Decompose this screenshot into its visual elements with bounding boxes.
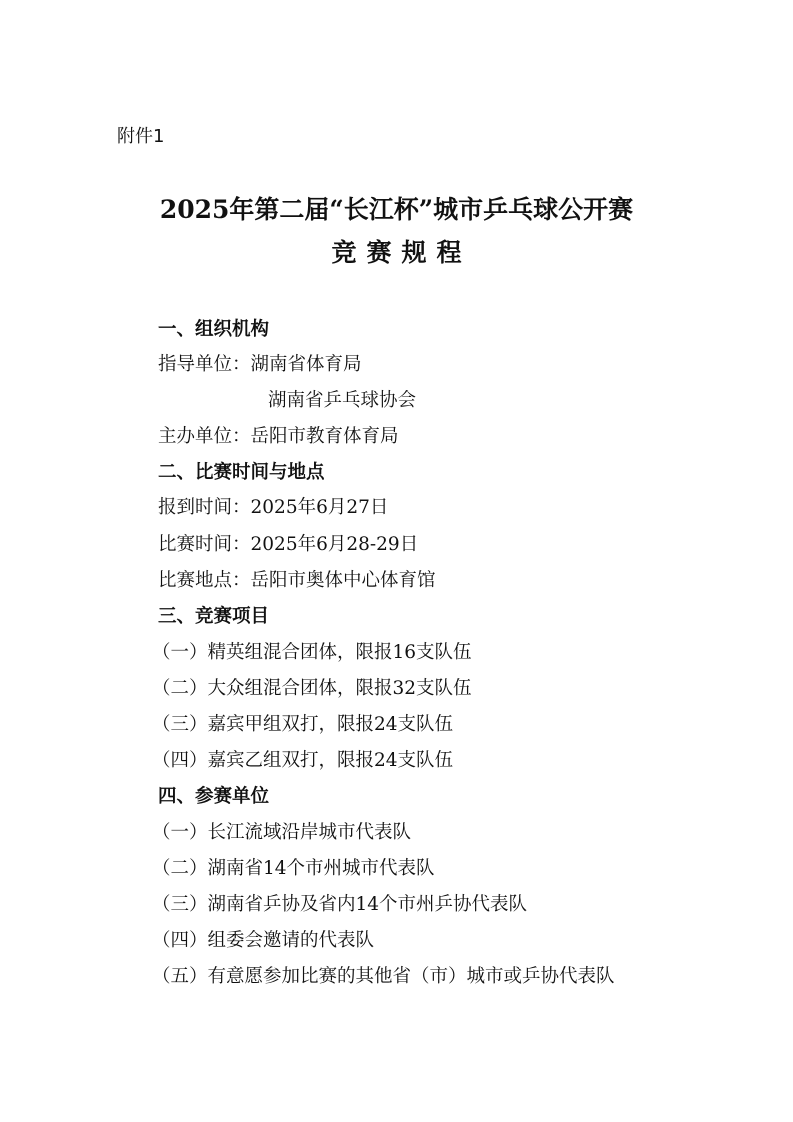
participant-item: （三）湖南省乒协及省内14个市州乒协代表队 — [152, 894, 528, 915]
match-time-label: 比赛时间： — [158, 534, 251, 555]
guide-unit-1: 湖南省体育局 — [250, 354, 362, 375]
guide-unit-line — [158, 351, 362, 379]
match-time-value: 2025年6月28-29日 — [250, 534, 419, 555]
host-unit-value: 岳阳市教育体育局 — [250, 426, 399, 447]
participant-item: （一）长江流域沿岸城市代表队 — [152, 822, 412, 843]
event-item: （二）大众组混合团体，限报32支队伍 — [152, 678, 472, 699]
participant-item: （四）组委会邀请的代表队 — [152, 930, 375, 951]
event-item: （四）嘉宾乙组双打，限报24支队伍 — [152, 750, 454, 771]
section-heading-participants: 四、参赛单位 — [158, 786, 270, 807]
event-item: （三）嘉宾甲组双打，限报24支队伍 — [152, 714, 454, 735]
checkin-time-line — [158, 494, 388, 522]
guide-unit-2: 湖南省乒乓球协会 — [268, 390, 417, 411]
section-heading-events: 三、竞赛项目 — [158, 606, 270, 627]
host-unit-line — [158, 423, 399, 451]
event-item: （一）精英组混合团体，限报16支队伍 — [152, 642, 472, 663]
document-title: 2025年第二届“长江杯”城市乒乓球公开赛 — [159, 195, 634, 224]
section-heading-organization: 一、组织机构 — [158, 319, 270, 340]
checkin-time-label: 报到时间： — [158, 497, 251, 518]
venue-line — [158, 567, 436, 595]
venue-value: 岳阳市奥体中心体育馆 — [250, 570, 436, 591]
host-unit-label: 主办单位： — [158, 426, 251, 447]
section-heading-time-place: 二、比赛时间与地点 — [158, 462, 325, 483]
checkin-time-value: 2025年6月27日 — [250, 497, 389, 518]
match-time-line — [158, 531, 418, 559]
guide-unit-label: 指导单位： — [158, 354, 251, 375]
attachment-label: 附件1 — [117, 126, 165, 147]
venue-label: 比赛地点： — [158, 570, 251, 591]
participant-item: （二）湖南省14个市州城市代表队 — [152, 858, 435, 879]
participant-item: （五）有意愿参加比赛的其他省（市）城市或乒协代表队 — [152, 966, 615, 987]
document-subtitle: 竞赛规程 — [331, 238, 472, 267]
